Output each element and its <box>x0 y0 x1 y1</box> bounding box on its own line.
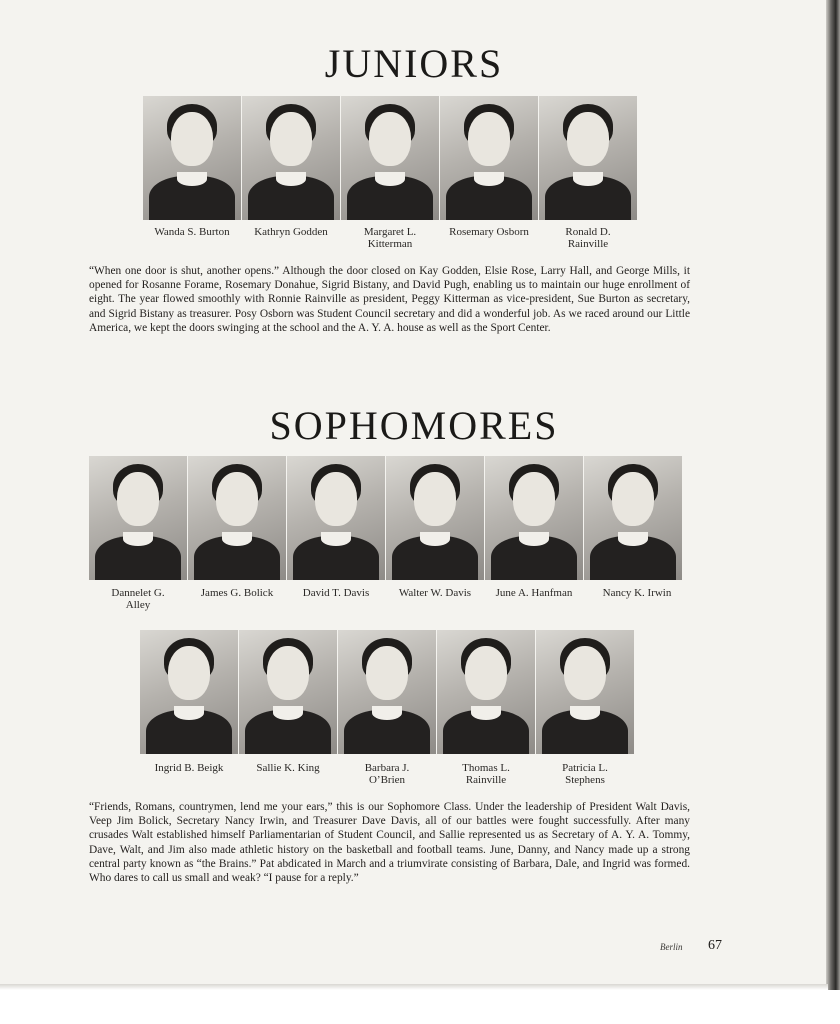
sophomores-photo-row-2 <box>140 630 634 754</box>
student-caption: Sallie K. King <box>256 762 320 774</box>
student-caption: Patricia L. Stephens <box>562 762 608 786</box>
student-photo <box>584 456 682 580</box>
student-caption: June A. Hanfman <box>495 587 573 599</box>
corner-mark <box>22 0 24 10</box>
sophomores-title: SOPHOMORES <box>269 403 559 448</box>
student-photo <box>539 96 637 220</box>
student-photo <box>143 96 241 220</box>
student-photo <box>89 456 187 580</box>
juniors-photo-row <box>143 96 637 220</box>
student-photo <box>242 96 340 220</box>
student-caption: Barbara J. O’Brien <box>364 762 410 786</box>
book-spine-edge <box>826 0 840 990</box>
student-photo <box>485 456 583 580</box>
student-caption: Nancy K. Irwin <box>602 587 672 599</box>
student-caption: David T. Davis <box>302 587 370 599</box>
student-caption: Wanda S. Burton <box>154 226 230 238</box>
student-photo <box>341 96 439 220</box>
student-caption: Kathryn Godden <box>254 226 328 238</box>
student-photo <box>437 630 535 754</box>
student-photo <box>239 630 337 754</box>
sophomores-paragraph: “Friends, Romans, countrymen, lend me your ears,” this is our Sophomore Class. Under the leadership of President Walt Davis, Veep Jim Bolick, Secretary Nancy Irwin, and Treasurer Dave Davis, all of our battles were fought successfully. After many crusades Walt established himself Parliamentarian of Student Council, and Sallie represented us as Secretary of A. Y. A. Tommy, Dave, Walt, and Jim also made athletic history on the basketball and football teams. June, Danny, and Nancy made up a strong central party known as “the Brains.” Pat abdicated in March and a triumvirate consisting of Barbara, Dale, and Ingrid was formed. Who dares to call us small and weak? “I pause for a reply.” <box>89 801 690 885</box>
student-photo <box>140 630 238 754</box>
student-photo <box>386 456 484 580</box>
juniors-title: JUNIORS <box>324 41 504 86</box>
student-caption: Margaret L. Kitterman <box>363 226 417 250</box>
student-caption: Thomas L. Rainville <box>462 762 510 786</box>
student-caption: James G. Bolick <box>200 587 274 599</box>
student-caption: Ingrid B. Beigk <box>154 762 224 774</box>
student-photo <box>440 96 538 220</box>
student-photo <box>338 630 436 754</box>
footer-word: Berlin <box>660 942 683 952</box>
sophomores-photo-row-1 <box>89 456 682 580</box>
juniors-paragraph: “When one door is shut, another opens.” Although the door closed on Kay Godden, Elsie Rose, Larry Hall, and George Mills, it opened for Rosanne Forame, Rosemary Donahue, Sigrid Bistany, and David Pugh, enabling us to maintain our huge enrollment of eight. The year flowed smoothly with Ronnie Rainville as president, Peggy Kitterman as vice-president, Sue Burton as secretary, and Sigrid Bistany as treasurer. Posy Osborn was Student Council secretary and did a wonderful job. As we raced around our Little America, we kept the doors swinging at the school and the A. Y. A. house as well as the Sport Center. <box>89 265 690 334</box>
student-caption: Ronald D. Rainville <box>565 226 611 250</box>
student-caption: Rosemary Osborn <box>449 226 529 238</box>
student-caption: Walter W. Davis <box>398 587 472 599</box>
student-photo <box>536 630 634 754</box>
student-photo <box>287 456 385 580</box>
page-number: 67 <box>708 938 722 953</box>
page-bottom-shadow <box>0 984 828 990</box>
student-photo <box>188 456 286 580</box>
student-caption: Dannelet G. Alley <box>111 587 165 611</box>
